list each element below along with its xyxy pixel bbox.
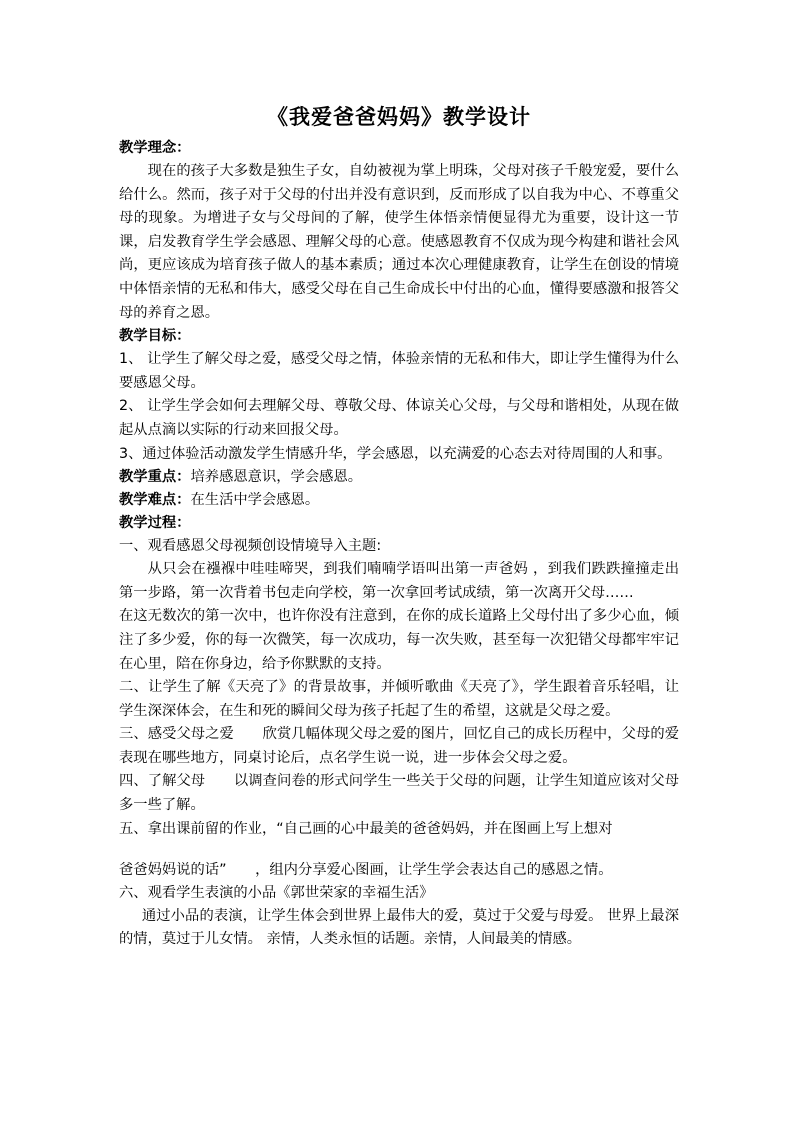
step1-paragraph-2: 在这无数次的第一次中，也许你没有注意到，在你的成长道路上父母付出了多少心血，倾注了多少爱，你的每一次微笑，每一次成功，每一次失败，甚至每一次犯错父母都牢牢记在心里，陪在你身边，给予你默默的支持。 [119, 608, 679, 672]
step1-paragraph-1: 从只会在襁褓中哇哇啼哭，到我们喃喃学语叫出第一声爸妈 ，到我们跌跌撞撞走出第一步路，第一次背着书包走向学校，第一次拿回考试成绩，第一次离开父母…… [119, 561, 679, 601]
key-point-line [119, 466, 679, 489]
difficulty-line [119, 489, 679, 512]
goals-heading: 教学目标： [119, 328, 191, 345]
step3-paragraph: 三、感受父母之爱 欣赏几幅体现父母之爱的图片，回忆自己的成长历程中，父母的爱表现在哪些地方，同桌讨论后，点名学生说一说，进一步体会父母之爱。 [119, 726, 679, 766]
step2-paragraph: 二、让学生了解《天亮了》的背景故事，并倾听歌曲《天亮了》，学生跟着音乐轻唱，让学生深深体会，在生和死的瞬间父母为孩子托起了生的希望，这就是父母之爱。 [119, 679, 679, 719]
philosophy-heading: 教学理念： [119, 140, 191, 156]
difficulty-heading: 教学难点： [119, 492, 191, 509]
step5-line-1: 五、拿出课前留的作业，“自己画的心中最美的爸爸妈妈，并在图画上写上想对 [119, 820, 613, 837]
goal-item-2: 2、 让学生学会如何去理解父母、尊敬父母、体谅关心父母，与父母和谐相处，从现在做起从点滴以实际的行动来回报父母。 [119, 398, 679, 438]
step1-title: 一、观看感恩父母视频创设情境导入主题: [119, 538, 382, 555]
goal-item-3: 3、通过体验活动激发学生情感升华，学会感恩，以充满爱的心态去对待周围的人和事。 [119, 445, 672, 462]
process-heading: 教学过程： [119, 515, 191, 532]
step4-paragraph: 四、了解父母 以调查问卷的形式问学生一些关于父母的问题，让学生知道应该对父母多一些了解。 [119, 773, 679, 814]
step5-gap [119, 841, 679, 859]
key-point-text: 培养感恩意识，学会感恩。 [190, 469, 363, 486]
document-page [119, 102, 679, 952]
document-title: 《我爱爸爸妈妈》教学设计 [267, 104, 531, 129]
difficulty-text: 在生活中学会感恩。 [190, 492, 320, 509]
step5-line-2: 爸爸妈妈说的话” ，组内分享爱心图画，让学生学会表达自己的感恩之情。 [119, 861, 613, 878]
philosophy-body: 现在的孩子大多数是独生子女，自幼被视为掌上明珠，父母对孩子千般宠爱，要什么给什么。然而，孩子对于父母的付出并没有意识到，反而形成了以自我为中心、不尊重父母的现象。为增进子女与父母间的了解，使学生体悟亲情便显得尤为重要，设计这一节课，启发教育学生学会感恩、理解父母的心意。使感恩教育不仅成为现今构建和谐社会风尚，更应该成为培育孩子做人的基本素质；通过本次心理健康教育，让学生在创设的情境中体悟亲情的无私和伟大，感受父母在自己生命成长中付出的心血，懂得要感激和报答父母的养育之恩。 [119, 163, 679, 321]
step6-title: 六、观看学生表演的小品《郭世荣家的幸福生活》 [119, 884, 434, 901]
key-point-heading: 教学重点： [119, 469, 191, 486]
step6-paragraph: 通过小品的表演，让学生体会到世界上最伟大的爱，莫过于父爱与母爱。 世界上最深的情，莫过于儿女情。 亲情，人类永恒的话题。亲情，人间最美的情感。 [119, 907, 679, 948]
goal-item-1: 1、 让学生了解父母之爱，感受父母之情，体验亲情的无私和伟大，即让学生懂得为什么要感恩父母。 [119, 351, 679, 391]
